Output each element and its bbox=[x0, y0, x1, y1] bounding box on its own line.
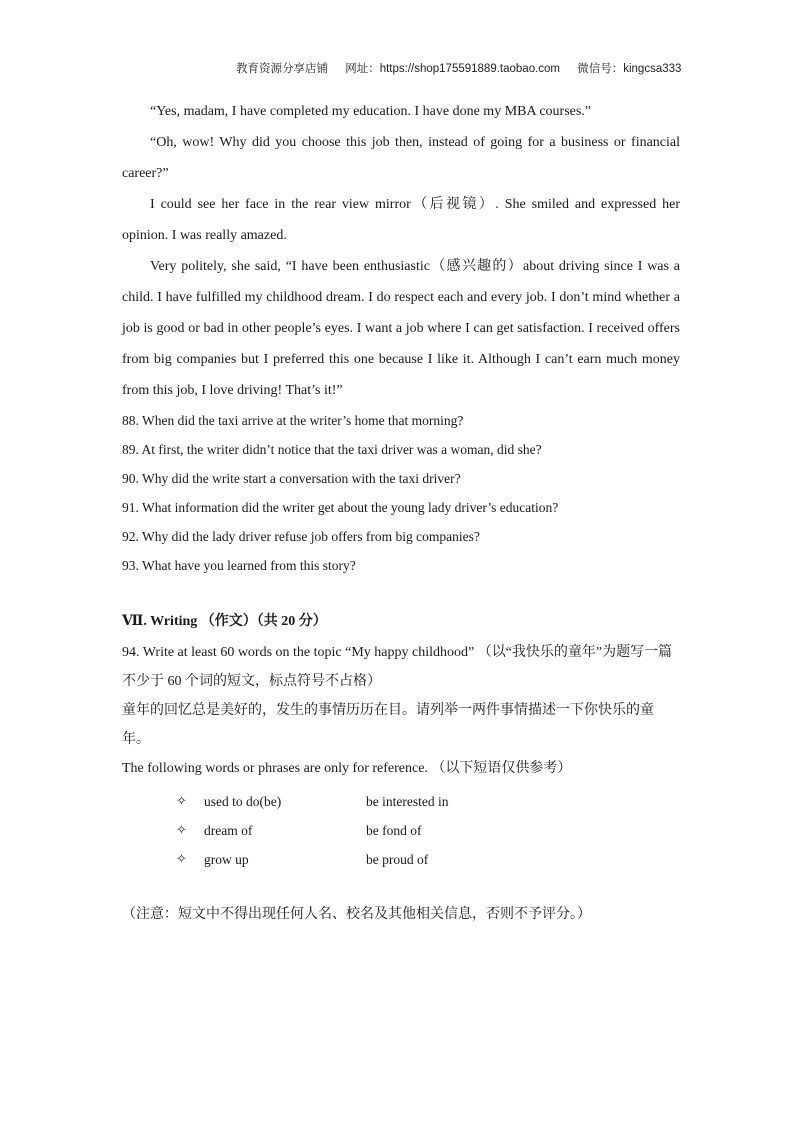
question-89: 89. At first, the writer didn’t notice that the taxi driver was a woman, did she? bbox=[122, 442, 542, 457]
passage-paragraph: “Oh, wow! Why did you choose this job then, instead of going for a business or financial career?” bbox=[122, 135, 680, 181]
question-88: 88. When did the taxi arrive at the writer’s home that morning? bbox=[122, 413, 464, 428]
shop-name: 教育资源分享店铺 bbox=[236, 63, 328, 75]
wechat-id: 微信号：kingcsa333 bbox=[577, 63, 682, 75]
document-body bbox=[122, 96, 680, 928]
reference-phrase: used to do(be) bbox=[204, 794, 282, 809]
reference-item bbox=[176, 787, 680, 816]
passage-paragraph: Very politely, she said, “I have been enthusiastic（感兴趣的）about driving since I was a child. I have fulfilled my childhood dream. I do respect each and every job. I don’t mind whether a job is good or bad in other people’s eyes. I want a job where I can get satisfaction. I received offers from big companies but I preferred this one because I like it. Although I can’t earn much money from this job, I love driving! That’s it!” bbox=[122, 259, 680, 398]
reference-item bbox=[176, 845, 680, 874]
passage-paragraph: I could see her face in the rear view mirror（后视镜）. She smiled and expressed her opinion. I was really amazed. bbox=[122, 197, 680, 243]
reference-list bbox=[176, 787, 680, 874]
question-92: 92. Why did the lady driver refuse job offers from big companies? bbox=[122, 529, 480, 544]
star-bullet-icon: ✧ bbox=[176, 852, 187, 867]
star-bullet-icon: ✧ bbox=[176, 823, 187, 838]
passage-paragraph: “Yes, madam, I have completed my education. I have done my MBA courses.” bbox=[150, 104, 592, 119]
reference-intro: The following words or phrases are only for reference. （以下短语仅供参考） bbox=[122, 761, 572, 776]
question-91: 91. What information did the writer get about the young lady driver’s education? bbox=[122, 500, 559, 515]
page-header bbox=[236, 60, 695, 76]
question-90: 90. Why did the write start a conversation with the taxi driver? bbox=[122, 471, 461, 486]
reference-item bbox=[176, 816, 680, 845]
reading-passage bbox=[122, 96, 680, 406]
writing-note: （注意：短文中不得出现任何人名、校名及其他相关信息，否则不予评分。） bbox=[122, 906, 591, 922]
writing-section-title: Ⅶ. Writing （作文）（共 20 分） bbox=[122, 614, 327, 629]
writing-task: 94. Write at least 60 words on the topic “My happy childhood” （以“我快乐的童年”为题写一篇不少于 60 个词的短文，标点符号不占格） bbox=[122, 645, 673, 689]
reference-phrase: be proud of bbox=[366, 852, 429, 867]
reference-phrase: be interested in bbox=[366, 794, 449, 809]
shop-url: 网址：https://shop175591889.taobao.com bbox=[345, 63, 561, 75]
star-bullet-icon: ✧ bbox=[176, 794, 187, 809]
reference-phrase: be fond of bbox=[366, 823, 422, 838]
question-list bbox=[122, 406, 680, 580]
reference-phrase: grow up bbox=[204, 852, 249, 867]
question-93: 93. What have you learned from this story? bbox=[122, 558, 356, 573]
writing-prompt: 童年的回忆总是美好的，发生的事情历历在目。请列举一两件事情描述一下你快乐的童年。 bbox=[122, 702, 654, 747]
reference-phrase: dream of bbox=[204, 823, 253, 838]
